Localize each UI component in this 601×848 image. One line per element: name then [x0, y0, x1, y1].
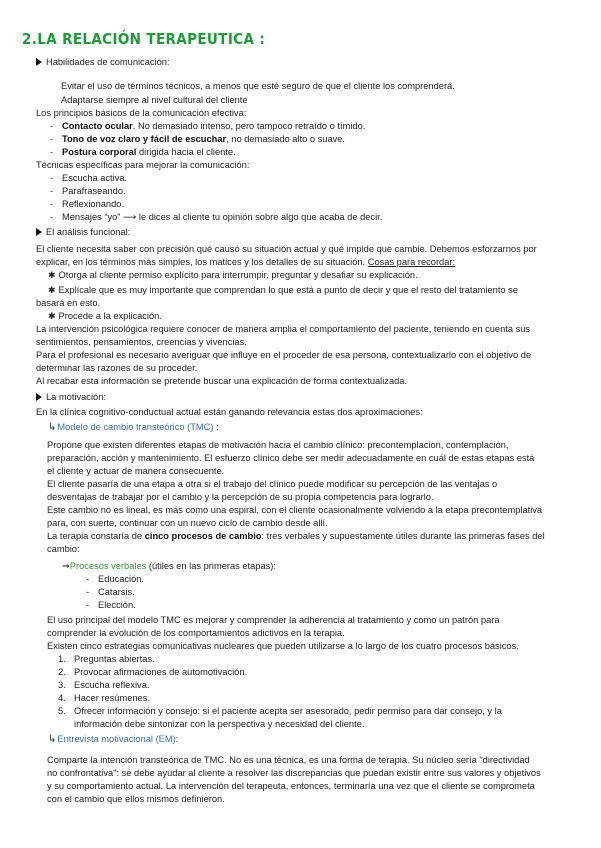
triangle-bullet-icon [36, 228, 42, 236]
em-heading: ↳Entrevista motivacional (EM): [48, 734, 179, 745]
motivacion-intro: En la clínica cognitivo-conductual actual están ganando relevancia estas dos aproximaciones: [36, 407, 423, 417]
tecnica-item: - Mensajes “yo” ⟶ le dices al cliente tu opinión sobre algo que acaba de decir. [50, 212, 383, 222]
estrategia-item: 1. Preguntas abiertas. [58, 654, 155, 664]
tecnicas-heading: Técnicas específicas para mejorar la comunicación: [36, 160, 250, 170]
analisis-paragraph: explicar, en los términos más simples, los matices y los detalles de su situación. Cosas para recordar: [36, 257, 456, 267]
estrategia-item-cont: información debe sintonizar con la perspectiva y necesidad del cliente. [74, 719, 365, 729]
analisis-paragraph: Para el profesional es necesario averiguar qué influye en el proceder de esa persona, contextualizarlo con el objetivo de [36, 350, 532, 360]
estrategia-item: 2. Provocar afirmaciones de automotivación. [58, 667, 248, 677]
arrow-icon: ➞ [62, 561, 70, 571]
tmc-paragraph: cambio: [47, 544, 80, 554]
tecnica-item: - Escucha activa. [50, 173, 128, 183]
tmc-paragraph: Propone que existen diferentes etapas de motivación hacia el cambio clínico: precontemplacion, contemplación, [47, 440, 509, 450]
analisis-paragraph: El cliente necesita saber con precisión qué causó su situación actual y qué impide que cambie. Debemos esforzarnos por [36, 244, 537, 254]
tmc-paragraph: desventajas de trabajar por el cambio y la percepción de su propia competencia para lograrlo. [47, 492, 434, 502]
analisis-star-item: ✱ Explícale que es muy importante que comprendan lo que está a punto de decir y que el resto del tratamiento se [48, 285, 518, 295]
tmc-paragraph: Este cambio no es lineal, es más como una espiral, con el cliente ocasionalmente volviendo a la etapa precontemplativa [47, 505, 543, 515]
verbal-item: - Educación. [86, 574, 144, 584]
em-paragraph: y su comportamiento actual. La intervención del terapeuta, entonces, terminaría una vez que el cliente se comprometa [47, 781, 535, 791]
procesos-verbales-heading: ➞Procesos verbales (útiles en las primeras etapas): [62, 561, 276, 571]
analisis-star-item-cont: basará en esto. [36, 298, 101, 308]
analisis-star-item: ✱ Otorga al cliente permiso explícito para interrumpir, preguntar y desafiar su explicación. [48, 270, 418, 280]
motivacion-heading: La motivación: [36, 391, 106, 403]
tmc-paragraph: El uso principal del modelo TMC es mejorar y comprender la adherencia al tratamiento y como un patrón para [47, 615, 500, 625]
analisis-paragraph: La intervención psicológica requiere conocer de manera amplia el comportamiento del paciente, teniendo en cuenta sus [36, 324, 531, 334]
principio-item: - Tono de voz claro y fácil de escuchar, no demasiado alto o suave. [50, 134, 346, 144]
tmc-paragraph: para, con suerte, continuar con un nuevo ciclo de cambio desde allí. [47, 518, 328, 528]
star-bullet-icon: ✱ [48, 270, 56, 280]
tmc-paragraph: preparación, acción y mantenimiento. El esfuerzo clínico debe ser medir adecuadamente en cuál de estas etapas está [47, 453, 535, 463]
star-bullet-icon: ✱ [48, 311, 56, 321]
em-paragraph: Comparte la intención transteórica de TMC. No es una técnica, es una forma de terapia. Su núcleo sería "directividad [47, 755, 530, 765]
verbal-item: - Catarsis. [86, 587, 135, 597]
habilidades-line: Evitar el uso de términos técnicos, a menos que esté seguro de que el cliente los comprenderá. [61, 81, 455, 91]
tmc-paragraph: el cliente y actuar de manera consecuente. [47, 466, 225, 476]
tmc-paragraph: El cliente pasaría de una etapa a otra si el trabajo del clínico puede modificar su percepción de las ventajas o [47, 479, 498, 489]
analisis-paragraph: determinar las razones de su proceder. [36, 363, 198, 373]
estrategia-item: 3. Escucha reflexiva. [58, 680, 150, 690]
triangle-bullet-icon [36, 393, 42, 401]
tmc-paragraph: Existen cinco estrategias comunicativas nucleares que pueden utilizarse a lo largo de los cuatro procesos básicos. [47, 641, 519, 651]
tmc-paragraph: La terapia constaría de cinco procesos de cambio: tres verbales y supuestamente útiles durante las primeras fases del [47, 531, 545, 541]
analisis-star-item: ✱ Procede a la explicación. [48, 311, 162, 321]
tecnica-item: - Reflexionando. [50, 199, 125, 209]
principio-item: - Postura corporal dirigida hacia el cliente. [50, 147, 236, 157]
habilidades-line: Adaptarse siempre al nivel cultural del cliente [61, 95, 248, 105]
analisis-paragraph: sentimientos, pensamientos, creencias y vivencias. [36, 337, 247, 347]
section-title: 2.LA RELACIÓN TERAPEUTICA : [22, 30, 266, 48]
star-bullet-icon: ✱ [48, 285, 56, 295]
tecnica-item: - Parafraseando. [50, 186, 126, 196]
em-paragraph: con el cambio que ellos mismos definieron. [47, 794, 225, 804]
verbal-item: - Elección. [86, 600, 136, 610]
return-arrow-icon: ↳ [48, 422, 57, 433]
habilidades-heading: Habilidades de comunicación: [36, 56, 170, 68]
estrategia-item: 5. Ofrecer información y consejo: si el paciente acepta ser asesorado, pedir permiso para dar consejo, y la [58, 706, 502, 716]
tmc-paragraph: comprender la evolución de los comportamientos adictivos en la terapia. [47, 628, 345, 638]
em-paragraph: no confrontativa": se debe ayudar al cliente a resolver las discrepancias que puedan existir entre sus valores y objetivos [47, 768, 541, 778]
analisis-heading: El análisis funcional: [36, 226, 130, 238]
analisis-paragraph: Al recabar esta información se pretende buscar una explicación de forma contextualizada. [36, 376, 408, 386]
principio-item: - Contacto ocular. No demasiado intenso, pero tampoco retraído o tímido. [50, 121, 366, 131]
estrategia-item: 4. Hacer resúmenes. [58, 693, 150, 703]
tmc-heading: ↳Modelo de cambio transteórico (TMC) : [48, 422, 219, 433]
principios-heading: Los principios básicos de la comunicación efectiva: [36, 108, 247, 118]
triangle-bullet-icon [36, 58, 42, 66]
return-arrow-icon: ↳ [48, 734, 57, 745]
